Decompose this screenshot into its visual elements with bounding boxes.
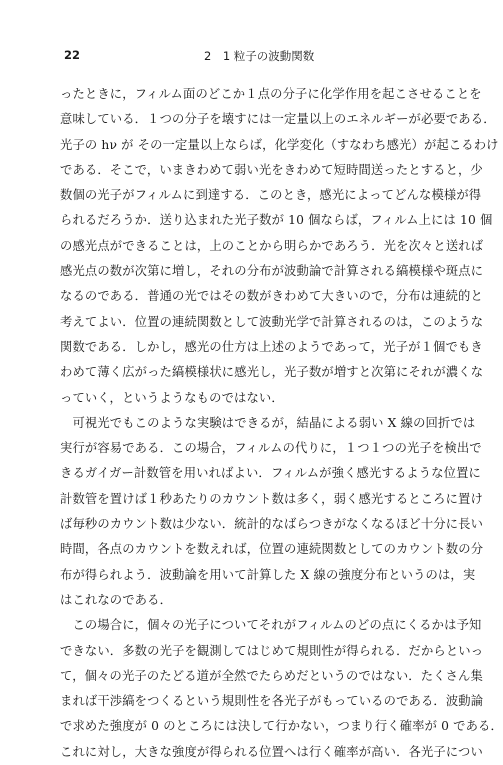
text-line: 数個の光子がフィルムに到達する．このとき，感光によってどんな模様が得 (60, 188, 482, 203)
text-line: きるガイガー計数管を用いればよい．フィルムが強く感光するような位置に (60, 466, 481, 481)
text-line: まれば干渉縞をつくるという規則性を各光子がもっているのである．波動論 (60, 694, 484, 709)
text-line: 可視光でもこのような実験はできるが，結晶による弱い X 線の回折では (60, 415, 476, 430)
text-line: 関数である．しかし，感光の仕方は上述のようであって，光子が１個でもき (60, 339, 483, 354)
text-line: できない．多数の光子を観測してはじめて規則性が得られる．だからといっ (60, 643, 484, 658)
text-line: の感光点ができることは，上のことから明らかであろう．光を次々と送れば (60, 238, 484, 253)
text-line: 意味している．１つの分子を壊すには一定量以上のエネルギーが必要である． (60, 112, 496, 127)
text-line: 布が得られよう．波動論を用いて計算した X 線の強度分布というのは，実 (60, 567, 476, 582)
text-line: 時間，各点のカウントを数えれば，位置の連続関数としてのカウント数の分 (60, 542, 484, 557)
text-line: わめて薄く広がった縞模様状に感光し，光子数が増すと次第にそれが濃くな (60, 365, 484, 380)
text-line: 計数管を置けば１秒あたりのカウント数は多く，弱く感光するところに置け (60, 491, 483, 506)
text-line: はこれなのである． (60, 592, 173, 607)
text-line: この場合に，個々の光子についてそれがフィルムのどの点にくるかは予知 (60, 618, 482, 633)
text-line: である．そこで，いまきわめて弱い光をきわめて短時間送ったとすると，少 (60, 162, 483, 177)
text-line: 考えてよい．位置の連続関数として波動光学で計算されるのは，このような (60, 314, 484, 329)
text-line: これに対し，大きな強度が得られる位置へは行く確率が高い．各光子につい (60, 744, 483, 759)
text-line: 光子の hν が その一定量以上ならば，化学変化（すなわち感光）が起こるわけ (60, 137, 499, 152)
text-line: で求めた強度が 0 のところには決して行かない，つまり行く確率が 0 である． (60, 719, 503, 734)
text-line: なるのである．普通の光ではその数がきわめて大きいので，分布は連続的と (60, 289, 483, 304)
page-header (64, 48, 436, 64)
text-line: ば毎秒のカウント数は少ない．統計的なばらつきがなくなるほど十分に長い (60, 517, 484, 532)
text-line: 感光点の数が次第に増し，それの分布が波動論で計算される縞模様や斑点に (60, 264, 484, 279)
page-number: 22 (64, 48, 81, 62)
text-line: っていく，というようなものではない． (60, 390, 284, 405)
body-text (60, 82, 503, 765)
text-line: られるだろうか．送り込まれた光子数が 10 個ならば，フィルム上には 10 個 (60, 213, 493, 228)
text-line: 実行が容易である．この場合，フィルムの代りに，１つ１つの光子を検出で (60, 441, 482, 456)
text-line: て，個々の光子のたどる道が全然でたらめだというのではない．たくさん集 (60, 668, 483, 683)
running-head: 2 1 粒子の波動関数 (204, 49, 315, 63)
text-line: ったときに，フィルム面のどこか１点の分子に化学作用を起こさせることを (60, 87, 482, 101)
